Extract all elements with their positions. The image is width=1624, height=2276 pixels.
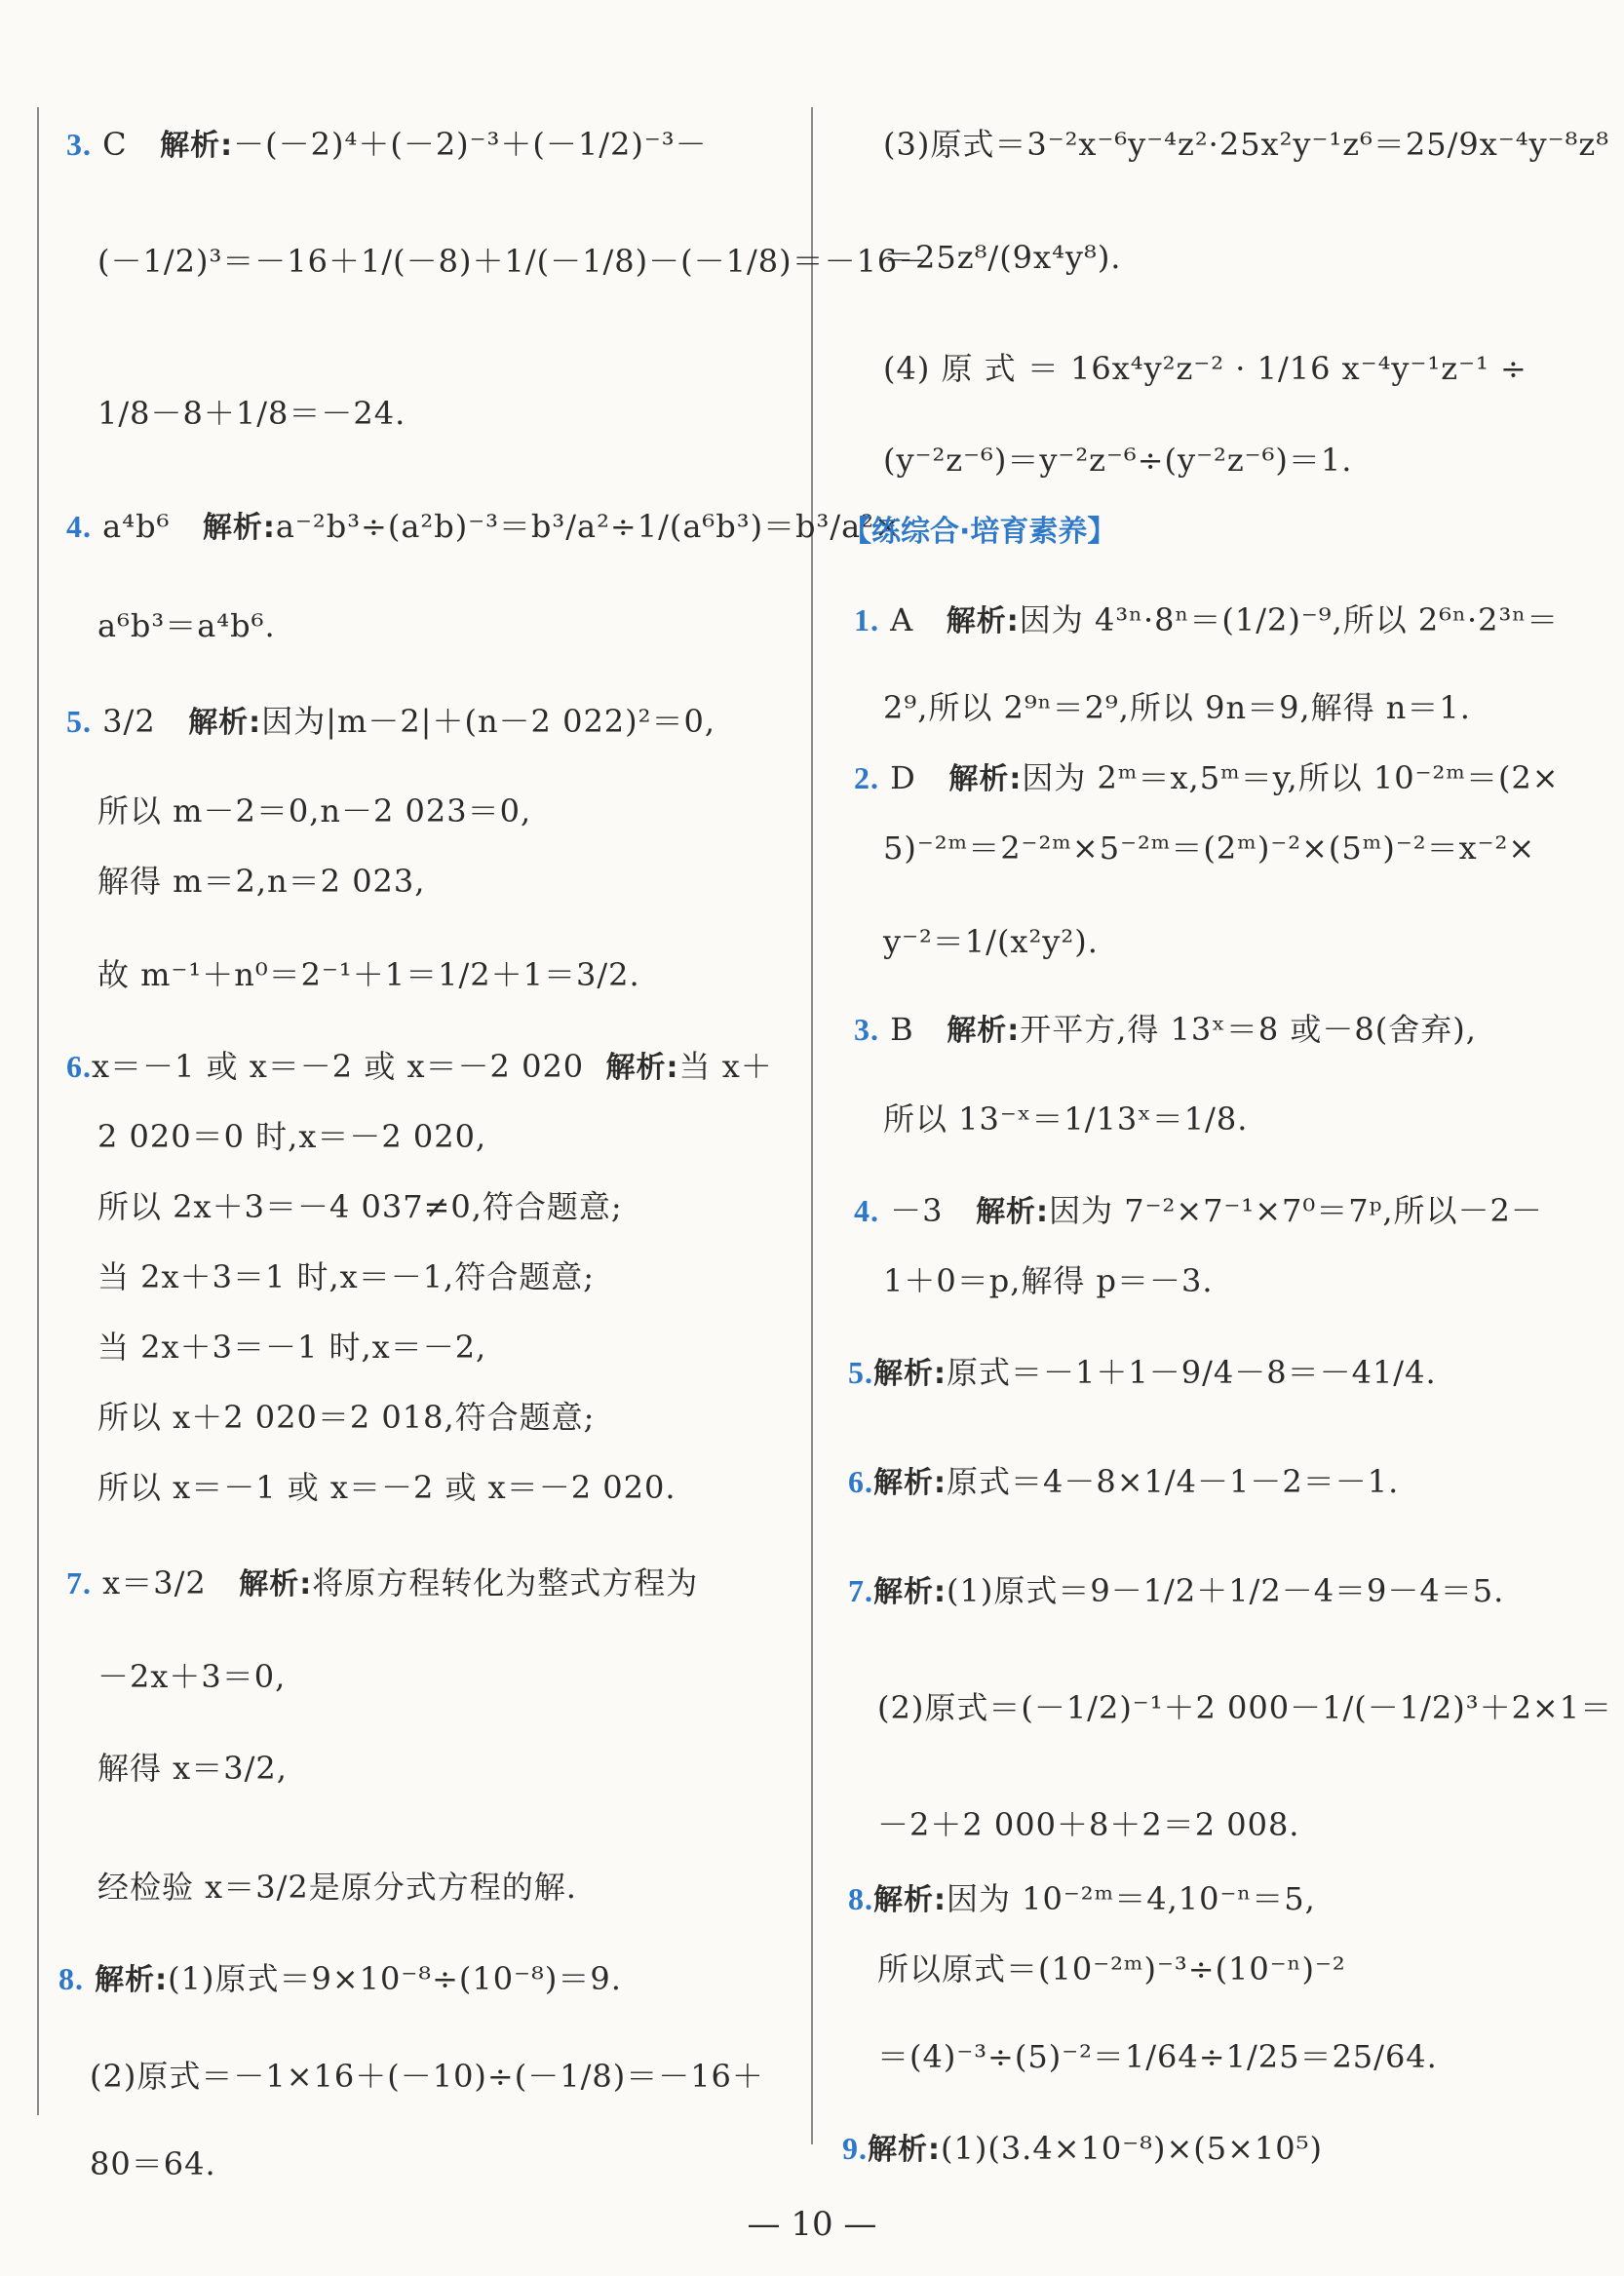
line-text: (1)原式＝9－1/2＋1/2－4＝9－4＝5. bbox=[947, 1572, 1505, 1609]
analysis-label: 解析: bbox=[946, 604, 1020, 638]
question-number: 2. bbox=[854, 760, 879, 795]
line-text: (1)原式＝9×10⁻⁸÷(10⁻⁸)＝9. bbox=[168, 1960, 622, 1997]
line-text: y⁻²＝1/(x²y²). bbox=[883, 923, 1099, 960]
line-text: (1)(3.4×10⁻⁸)×(5×10⁵) bbox=[941, 2130, 1323, 2167]
question-number: 5. bbox=[66, 704, 92, 739]
line-text: 经检验 x＝3/2是原分式方程的解. bbox=[97, 1869, 577, 1906]
question-number: 5. bbox=[848, 1355, 873, 1390]
analysis-label: 解析: bbox=[948, 762, 1023, 796]
answer: C bbox=[102, 126, 128, 163]
question-number: 3. bbox=[66, 127, 92, 162]
line-text: －(－2)⁴＋(－2)⁻³＋(－1/2)⁻³－ bbox=[233, 126, 708, 163]
line-text: 80＝64. bbox=[90, 2145, 216, 2182]
analysis-label: 解析: bbox=[202, 511, 276, 545]
question-number: 1. bbox=[854, 602, 879, 637]
line-text: 开平方,得 13ˣ＝8 或－8(舍弃), bbox=[1020, 1011, 1477, 1048]
answer: x＝－1 或 x＝－2 或 x＝－2 020 bbox=[92, 1048, 585, 1085]
line-text: (y⁻²z⁻⁶)＝y⁻²z⁻⁶÷(y⁻²z⁻⁶)＝1. bbox=[883, 442, 1353, 479]
answer: －3 bbox=[890, 1192, 944, 1229]
question-number: 6. bbox=[66, 1049, 92, 1084]
line-text: 2⁹,所以 2⁹ⁿ＝2⁹,所以 9n＝9,解得 n＝1. bbox=[883, 689, 1471, 726]
line-text: －2＋2 000＋8＋2＝2 008. bbox=[877, 1806, 1300, 1843]
answer: x＝3/2 bbox=[102, 1564, 207, 1601]
question-number: 8. bbox=[58, 1961, 84, 1996]
line-text: 因为 2ᵐ＝x,5ᵐ＝y,所以 10⁻²ᵐ＝(2× bbox=[1022, 759, 1560, 796]
analysis-label: 解析: bbox=[873, 1466, 947, 1500]
line-text: 所以 m－2＝0,n－2 023＝0, bbox=[97, 792, 532, 829]
line-text: 解得 x＝3/2, bbox=[97, 1750, 288, 1787]
line-text: a⁶b³＝a⁴b⁶. bbox=[97, 607, 276, 644]
line-text: 所以原式＝(10⁻²ᵐ)⁻³÷(10⁻ⁿ)⁻² bbox=[877, 1950, 1346, 1987]
line-text: 因为 7⁻²×7⁻¹×7⁰＝7ᵖ,所以－2－ bbox=[1049, 1192, 1543, 1229]
question-number: 8. bbox=[848, 1881, 873, 1916]
line-text: 解得 m＝2,n＝2 023, bbox=[97, 863, 426, 900]
answer: A bbox=[890, 601, 914, 638]
column-divider-left bbox=[37, 107, 39, 2115]
line-text: 5)⁻²ᵐ＝2⁻²ᵐ×5⁻²ᵐ＝(2ᵐ)⁻²×(5ᵐ)⁻²＝x⁻²× bbox=[883, 829, 1536, 867]
question-number: 7. bbox=[848, 1573, 873, 1608]
question-number: 4. bbox=[854, 1193, 879, 1228]
question-number: 7. bbox=[66, 1565, 92, 1601]
answer: D bbox=[890, 759, 916, 796]
section-heading: 【练综合·培育素养】 bbox=[842, 515, 1117, 549]
analysis-label: 解析: bbox=[873, 1357, 947, 1391]
line-text: 2 020＝0 时,x＝－2 020, bbox=[97, 1118, 487, 1155]
question-number: 4. bbox=[66, 509, 92, 544]
line-text: 1/8－8＋1/8＝－24. bbox=[97, 395, 406, 432]
answer: B bbox=[890, 1011, 914, 1048]
analysis-label: 解析: bbox=[873, 1575, 947, 1609]
line-text: ＝(4)⁻³÷(5)⁻²＝1/64÷1/25＝25/64. bbox=[877, 2038, 1438, 2075]
line-text: 因为 10⁻²ᵐ＝4,10⁻ⁿ＝5, bbox=[947, 1880, 1316, 1917]
line-text: (－1/2)³＝－16＋1/(－8)＋1/(－1/8)－(－1/8)＝－16－ bbox=[97, 243, 931, 280]
line-text: －2x＋3＝0, bbox=[97, 1658, 287, 1695]
analysis-label: 解析: bbox=[188, 706, 262, 740]
line-text: 所以 x＝－1 或 x＝－2 或 x＝－2 020. bbox=[97, 1469, 677, 1506]
line-text: (3)原式＝3⁻²x⁻⁶y⁻⁴z²·25x²y⁻¹z⁶＝25/9x⁻⁴y⁻⁸z⁸ bbox=[883, 126, 1610, 163]
line-text: 原式＝－1＋1－9/4－8＝－41/4. bbox=[947, 1354, 1437, 1391]
line-text: 所以 x＋2 020＝2 018,符合题意; bbox=[97, 1399, 596, 1436]
line-text: 所以 13⁻ˣ＝1/13ˣ＝1/8. bbox=[883, 1100, 1249, 1138]
line-text: (2)原式＝(－1/2)⁻¹＋2 000－1/(－1/2)³＋2×1＝ bbox=[877, 1689, 1613, 1726]
analysis-label: 解析: bbox=[873, 1883, 947, 1917]
line-text: a⁻²b³÷(a²b)⁻³＝b³/a²÷1/(a⁶b³)＝b³/a²× bbox=[275, 508, 902, 545]
line-text: 因为 4³ⁿ·8ⁿ＝(1/2)⁻⁹,所以 2⁶ⁿ·2³ⁿ＝ bbox=[1019, 601, 1560, 638]
question-number: 6. bbox=[848, 1464, 873, 1499]
line-text: 当 2x＋3＝1 时,x＝－1,符合题意; bbox=[97, 1258, 596, 1295]
page-number: — 10 — bbox=[747, 2205, 877, 2244]
question-number: 3. bbox=[854, 1012, 879, 1047]
analysis-label: 解析: bbox=[868, 2133, 941, 2167]
analysis-label: 解析: bbox=[605, 1051, 679, 1085]
analysis-label: 解析: bbox=[976, 1195, 1050, 1229]
line-text: 因为|m－2|＋(n－2 022)²＝0, bbox=[261, 703, 716, 740]
line-text: 当 2x＋3＝－1 时,x＝－2, bbox=[97, 1329, 487, 1366]
answer: 3/2 bbox=[102, 703, 156, 740]
line-text: (2)原式＝－1×16＋(－10)÷(－1/8)＝－16＋ bbox=[90, 2058, 764, 2095]
line-text: 所以 2x＋3＝－4 037≠0,符合题意; bbox=[97, 1188, 623, 1225]
analysis-label: 解析: bbox=[95, 1963, 169, 1997]
answer: a⁴b⁶ bbox=[102, 508, 171, 545]
line-text: 将原方程转化为整式方程为 bbox=[312, 1564, 699, 1601]
analysis-label: 解析: bbox=[239, 1567, 313, 1601]
column-divider-middle bbox=[811, 107, 813, 2144]
question-number: 9. bbox=[842, 2131, 868, 2166]
line-text: 原式＝4－8×1/4－1－2＝－1. bbox=[947, 1463, 1400, 1500]
line-text: ＝25z⁸/(9x⁴y⁸). bbox=[883, 239, 1122, 276]
line-text: 1＋0＝p,解得 p＝－3. bbox=[883, 1262, 1214, 1299]
line-text: (4) 原 式 ＝ 16x⁴y²z⁻² · 1/16 x⁻⁴y⁻¹z⁻¹ ÷ bbox=[883, 350, 1527, 387]
line-text: 当 x＋ bbox=[678, 1048, 773, 1085]
line-text: 故 m⁻¹＋n⁰＝2⁻¹＋1＝1/2＋1＝3/2. bbox=[97, 956, 640, 993]
analysis-label: 解析: bbox=[160, 129, 234, 163]
analysis-label: 解析: bbox=[947, 1014, 1021, 1048]
